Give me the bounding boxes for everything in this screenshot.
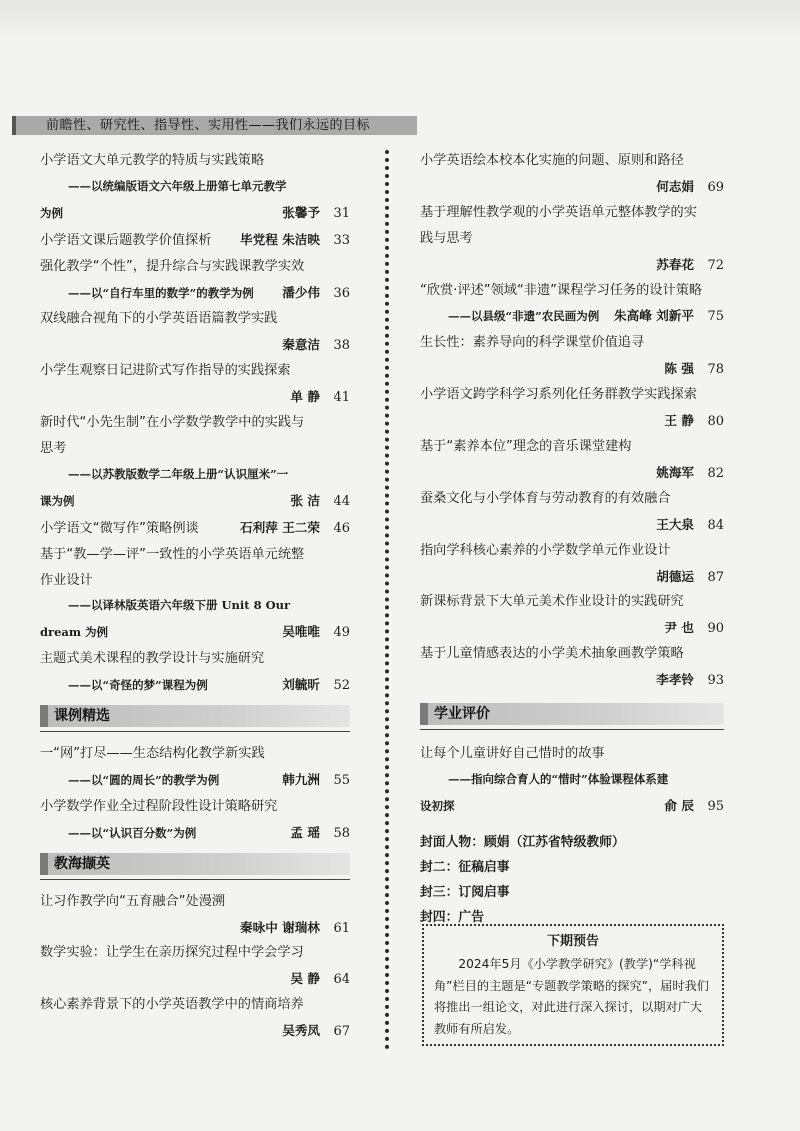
entry-page: 67	[333, 1024, 350, 1040]
entry-subtitle: ——以“自行车里的数学”的教学为例	[68, 285, 254, 300]
toc-entry	[420, 538, 724, 590]
preview-heading: 下期预告	[546, 934, 599, 949]
entry-page: 44	[333, 493, 350, 509]
entry-author: 姚海军	[656, 464, 694, 480]
entry-author: 王 静	[664, 413, 694, 429]
section-header-teaching	[40, 853, 350, 881]
entry-title: 核心素养背景下的小学英语教学中的情商培养	[40, 997, 304, 1013]
toc-entry	[40, 306, 350, 358]
entry-title: 双线融合视角下的小学英语语篇教学实践	[40, 311, 278, 327]
entry-title-cont: 践与思考	[420, 230, 473, 246]
section-title: 课例精选	[54, 708, 110, 725]
section-header-cases	[40, 705, 350, 733]
entry-meta	[290, 966, 350, 992]
entry-subtitle-cont: dream 为例	[40, 625, 109, 640]
entry-meta	[664, 793, 724, 819]
entry-title: 生长性：素养导向的科学课堂价值追寻	[420, 335, 645, 351]
left-article-list	[40, 148, 350, 699]
toc-entry	[40, 940, 350, 992]
motto-banner	[12, 116, 417, 135]
toc-entry	[420, 148, 724, 200]
section-rule	[40, 731, 350, 732]
toc-entry	[40, 992, 350, 1044]
entry-author: 吴唯唯	[282, 624, 320, 640]
entry-author-row	[420, 408, 724, 434]
toc-entry	[420, 486, 724, 538]
entry-subtitle: ——以县级“非遗”农民画为例	[448, 309, 600, 324]
entry-subtitle: ——指向综合育人的“惜时”体验课程体系建	[448, 771, 669, 786]
toc-entry	[420, 200, 724, 278]
entry-title: 小学英语绘本校本化实施的问题、原则和路径	[420, 153, 684, 168]
entry-page: 72	[707, 257, 724, 273]
entry-meta	[282, 280, 350, 306]
toc-entry	[40, 410, 350, 515]
entry-author-row	[420, 512, 724, 538]
section-rule	[420, 729, 724, 730]
entry-meta	[290, 384, 350, 410]
cases-article-list	[40, 741, 350, 847]
cover-note: 封四：广告	[420, 909, 484, 925]
entry-meta	[282, 672, 350, 698]
toc-entry	[420, 641, 724, 693]
entry-title: 基于儿童情感表达的小学美术抽象画教学策略	[420, 646, 684, 662]
toc-entry	[40, 148, 350, 227]
toc-entry	[40, 254, 350, 307]
entry-author-row	[420, 303, 724, 330]
entry-page: 84	[707, 517, 724, 533]
right-article-list	[420, 148, 724, 693]
entry-author-row	[40, 619, 350, 646]
entry-page: 78	[707, 362, 724, 378]
entry-subtitle: ——以“奇怪的梦”课程为例	[68, 678, 208, 693]
entry-author: 吴秀凤	[282, 1023, 320, 1039]
entry-meta	[290, 820, 350, 846]
entry-author: 苏春花	[656, 256, 694, 272]
toc-entry	[40, 646, 350, 699]
entry-author-row	[40, 200, 350, 227]
entry-meta	[656, 667, 724, 693]
entry-page: 36	[333, 285, 350, 301]
entry-author-row	[420, 252, 724, 278]
entry-page: 49	[333, 625, 350, 641]
entry-meta	[664, 408, 724, 434]
section-rule	[40, 879, 350, 880]
toc-entry	[420, 382, 724, 434]
toc-entry	[420, 330, 724, 382]
entry-author-row	[420, 460, 724, 486]
toc-entry	[420, 741, 724, 820]
toc-entry	[420, 278, 724, 331]
entry-subtitle: ——以统编版语文六年级上册第七单元教学	[68, 178, 287, 193]
toc-entry	[40, 515, 350, 542]
entry-title: 小学语文“微写作”策略例谈	[40, 520, 199, 536]
entry-page: 93	[707, 673, 724, 689]
entry-page: 75	[707, 309, 724, 325]
entry-author-row	[40, 384, 350, 410]
entry-title: 让每个儿童讲好自己惜时的故事	[420, 746, 605, 762]
entry-meta	[656, 512, 724, 538]
entry-author-row	[40, 820, 350, 847]
entry-page: 55	[333, 772, 350, 788]
entry-title: 新课标背景下大单元美术作业设计的实践研究	[420, 594, 684, 610]
entry-title: 一“网”打尽——生态结构化教学新实践	[40, 746, 265, 762]
entry-meta	[282, 767, 350, 793]
entry-meta	[282, 1018, 350, 1044]
right-column	[420, 148, 724, 930]
toc-entry	[40, 542, 350, 647]
entry-title: 小学生观察日记进阶式写作指导的实践探索	[40, 363, 291, 379]
toc-entry	[40, 794, 350, 847]
assessment-article-list	[420, 741, 724, 820]
entry-title: 小学语文大单元教学的特质与实践策略	[40, 153, 265, 168]
column-divider	[385, 150, 389, 1050]
entry-meta	[656, 564, 724, 590]
entry-author: 石利萍 王二荣	[240, 519, 320, 535]
entry-page: 82	[707, 465, 724, 481]
entry-author: 韩九洲	[282, 771, 320, 787]
entry-page: 31	[333, 205, 350, 221]
entry-subtitle: ——以译林版英语六年级下册 Unit 8 Our	[68, 598, 291, 613]
entry-title-cont: 思考	[40, 440, 67, 456]
entry-page: 61	[333, 920, 350, 936]
entry-subtitle: ——以“认识百分数”为例	[68, 825, 197, 840]
entry-page: 64	[333, 972, 350, 988]
entry-author-row	[40, 915, 350, 941]
teaching-article-list	[40, 889, 350, 1044]
section-title: 教海撷英	[54, 855, 110, 872]
entry-meta	[282, 332, 350, 358]
entry-subtitle: ——以苏教版数学二年级上册“认识厘米”一	[68, 466, 289, 481]
entry-author: 何志娟	[656, 178, 694, 194]
entry-author: 俞 辰	[664, 797, 694, 813]
entry-author: 陈 强	[664, 361, 694, 377]
entry-title: 小学语文课后题教学价值探析	[40, 232, 212, 248]
entry-title: 基于“素养本位”理念的音乐课堂建构	[420, 438, 632, 454]
toc-entry	[40, 741, 350, 794]
entry-subtitle-cont: 设初探	[420, 798, 455, 813]
entry-title: 让习作教学向“五育融合”处漫溯	[40, 893, 226, 909]
entry-author: 王大泉	[656, 516, 694, 532]
entry-author: 孟 瑶	[290, 824, 320, 840]
entry-meta	[656, 174, 724, 200]
entry-page: 69	[707, 179, 724, 195]
entry-meta	[614, 303, 724, 329]
entry-page: 41	[333, 390, 350, 406]
entry-page: 80	[707, 414, 724, 430]
entry-title: 小学语文跨学科学习系列化任务群教学实践探索	[420, 387, 697, 403]
entry-author-row	[420, 793, 724, 820]
entry-page: 87	[707, 569, 724, 585]
entry-title: 新时代“小先生制”在小学数学教学中的实践与	[40, 415, 305, 431]
entry-author-row	[420, 174, 724, 200]
entry-meta	[282, 200, 350, 226]
cover-notes	[420, 830, 724, 930]
entry-author-row	[40, 1018, 350, 1044]
entry-author: 吴 静	[290, 971, 320, 987]
entry-author: 张 洁	[290, 492, 320, 508]
entry-meta	[656, 460, 724, 486]
entry-page: 38	[333, 338, 350, 354]
entry-title: 基于理解性教学观的小学英语单元整体教学的实	[420, 204, 697, 220]
entry-author-row	[40, 332, 350, 358]
entry-page: 95	[707, 798, 724, 814]
entry-meta	[656, 252, 724, 278]
entry-author-row	[40, 672, 350, 699]
entry-title: 指向学科核心素养的小学数学单元作业设计	[420, 542, 671, 558]
preview-body: 2024年5月《小学教学研究》(教学)“学科视角”栏目的主题是“专题教学策略的探究”，届时我们将推出一组论文，对此进行深入探讨，以期对广大教师有所启发。	[434, 957, 709, 1036]
entry-author: 李孝铃	[656, 672, 694, 688]
entry-meta	[290, 488, 350, 514]
entry-author: 胡德运	[656, 568, 694, 584]
entry-meta	[240, 515, 350, 541]
toc-entry	[420, 589, 724, 641]
entry-author: 秦意洁	[282, 337, 320, 353]
entry-page: 90	[707, 621, 724, 637]
entry-title: 蚕桑文化与小学体育与劳动教育的有效融合	[420, 490, 671, 506]
entry-meta	[282, 619, 350, 645]
entry-title: 小学数学作业全过程阶段性设计策略研究	[40, 798, 278, 814]
entry-author: 单 静	[290, 389, 320, 405]
entry-subtitle-cont: 课为例	[40, 493, 75, 508]
next-issue-preview	[422, 924, 724, 1046]
entry-author-row	[420, 356, 724, 382]
entry-subtitle-cont: 为例	[40, 205, 63, 220]
cover-note: 封三：订阅启事	[420, 884, 510, 900]
entry-author: 潘少伟	[282, 284, 320, 300]
entry-meta	[664, 356, 724, 382]
entry-meta	[240, 227, 350, 253]
entry-author: 尹 也	[664, 620, 694, 636]
cover-note: 封面人物：顾娟（江苏省特级教师）	[420, 834, 625, 850]
entry-author: 朱高峰 刘新平	[614, 308, 694, 324]
entry-inline-row	[40, 227, 350, 254]
entry-meta	[664, 615, 724, 641]
entry-author: 毕党程 朱洁映	[240, 231, 320, 247]
entry-subtitle: ——以“圆的周长”的教学为例	[68, 772, 220, 787]
entry-inline-row	[40, 515, 350, 542]
entry-author: 刘毓昕	[282, 677, 320, 693]
entry-title-cont: 作业设计	[40, 572, 93, 588]
entry-author: 张馨予	[282, 204, 320, 220]
left-column	[40, 148, 350, 1044]
cover-note: 封二：征稿启事	[420, 859, 510, 875]
entry-author-row	[420, 667, 724, 693]
entry-author: 秦咏中 谢瑞林	[240, 919, 320, 935]
entry-author-row	[40, 767, 350, 794]
entry-author-row	[40, 280, 350, 307]
entry-title: “欣赏·评述”领域“非遗”课程学习任务的设计策略	[420, 282, 703, 298]
entry-page: 52	[333, 678, 350, 694]
entry-page: 58	[333, 825, 350, 841]
toc-entry	[40, 358, 350, 410]
toc-entry	[40, 889, 350, 941]
entry-title: 主题式美术课程的教学设计与实施研究	[40, 651, 265, 667]
entry-meta	[240, 915, 350, 941]
entry-title: 强化教学“个性”，提升综合与实践课教学实效	[40, 258, 305, 274]
entry-author-row	[40, 488, 350, 515]
entry-page: 33	[333, 232, 350, 248]
top-shade	[0, 0, 800, 40]
toc-entry	[420, 434, 724, 486]
motto-text: 前瞻性、研究性、指导性、实用性——我们永远的目标	[46, 118, 371, 133]
entry-author-row	[420, 564, 724, 590]
entry-author-row	[40, 966, 350, 992]
entry-page: 46	[333, 520, 350, 536]
section-title: 学业评价	[434, 706, 490, 723]
entry-title: 基于“教—学—评”一致性的小学英语单元统整	[40, 546, 305, 562]
entry-title: 数学实验：让学生在亲历探究过程中学会学习	[40, 945, 304, 961]
toc-entry	[40, 227, 350, 254]
entry-author-row	[420, 615, 724, 641]
section-header-assessment	[420, 703, 724, 731]
